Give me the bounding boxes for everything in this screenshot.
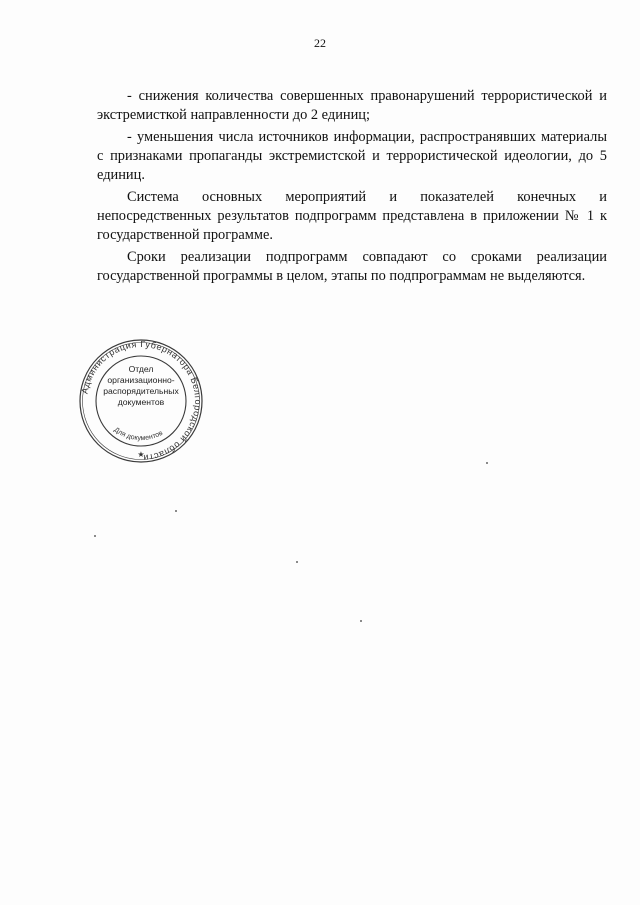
scan-speck [175,510,177,512]
stamp-star-icon: ★ [137,450,145,459]
page-number: 22 [314,36,326,50]
scan-speck [94,535,96,537]
stamp-line-2: организационно- [107,375,175,385]
paragraph-1: - снижения количества совершенных правонарушений террористической и экстремисткой направленности до 2 единиц; [97,88,607,123]
stamp-bottom-text: Для документов [112,426,165,443]
scan-speck [486,462,488,464]
stamp-line-4: документов [117,397,165,407]
official-stamp [78,338,204,464]
paragraph-2: - уменьшения числа источников информации, распространявших материалы с признаками пропаганды экстремистской и террористической идеологии, до 5 единиц. [97,129,607,183]
stamp-ring-text: Администрация Губернатора Белгородской области [79,338,204,464]
stamp-center-text [101,364,181,408]
svg-text:Для документов [112,426,164,442]
stamp-line-1: Отдел [128,364,154,374]
paragraph-3: Система основных мероприятий и показателей конечных и непосредственных результатов подпрограмм представлена в приложении № 1 к государственной программе. [97,189,607,243]
stamp-line-3: распорядительных [103,386,179,396]
paragraph-4: Сроки реализации подпрограмм совпадают со сроками реализации государственной программы в целом, этапы по подпрограммам не выделяются. [97,249,607,284]
scan-speck [296,561,298,563]
scan-speck [360,620,362,622]
body-text [97,87,607,289]
